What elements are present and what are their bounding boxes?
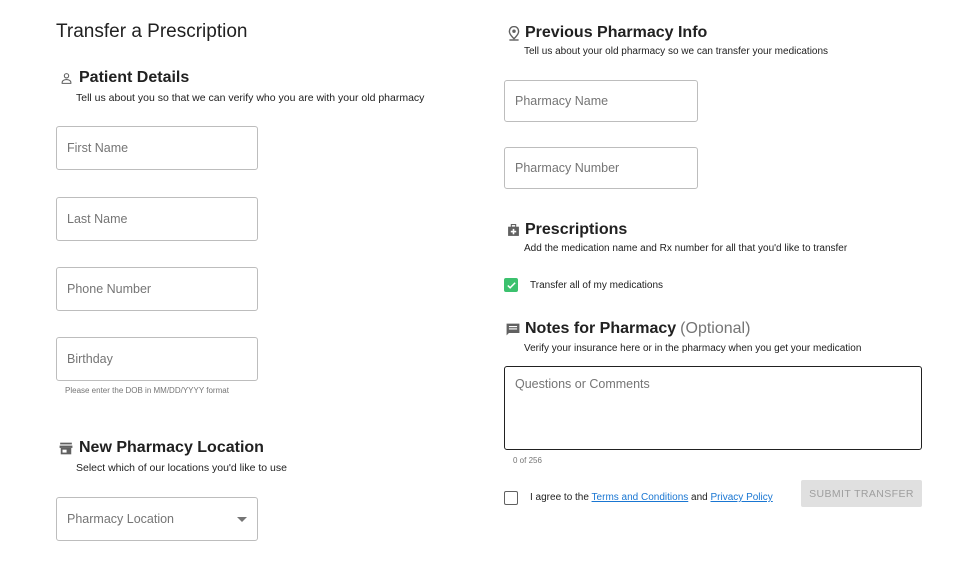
agree-prefix-text: I agree to the	[530, 492, 589, 503]
first-name-field[interactable]	[56, 126, 258, 170]
notes-char-counter: 0 of 256	[513, 456, 542, 465]
notes-textarea-field[interactable]	[504, 366, 922, 450]
birthday-input[interactable]	[57, 338, 257, 380]
prescriptions-title: Prescriptions	[525, 221, 628, 238]
new-pharmacy-header	[58, 439, 264, 457]
page-title: Transfer a Prescription	[56, 21, 248, 42]
submit-transfer-button[interactable]: SUBMIT TRANSFER	[801, 480, 922, 507]
agree-terms-checkbox[interactable]	[504, 491, 518, 505]
pharmacy-number-field[interactable]	[504, 147, 698, 189]
location-pin-icon	[507, 25, 521, 41]
phone-number-field[interactable]	[56, 267, 258, 311]
pharmacy-name-field[interactable]	[504, 80, 698, 122]
previous-pharmacy-subtitle: Tell us about your old pharmacy so we can transfer your medications	[524, 46, 829, 57]
pharmacy-number-input[interactable]	[505, 148, 697, 188]
phone-number-input[interactable]	[57, 268, 257, 310]
previous-pharmacy-title: Previous Pharmacy Info	[525, 24, 708, 41]
person-icon	[58, 70, 74, 86]
last-name-input[interactable]	[57, 198, 257, 240]
last-name-field[interactable]	[56, 197, 258, 241]
notes-title: Notes for Pharmacy	[525, 320, 677, 337]
pharmacy-name-input[interactable]	[505, 81, 697, 121]
patient-details-title: Patient Details	[79, 69, 190, 86]
notes-header	[506, 320, 750, 338]
chevron-down-icon	[237, 517, 247, 522]
prescriptions-header	[506, 221, 627, 239]
new-pharmacy-subtitle: Select which of our locations you'd like to use	[76, 462, 287, 474]
terms-link[interactable]: Terms and Conditions	[591, 492, 689, 503]
transfer-all-checkbox[interactable]	[504, 278, 518, 292]
message-icon	[506, 321, 520, 337]
new-pharmacy-title: New Pharmacy Location	[79, 439, 264, 456]
first-name-input[interactable]	[57, 127, 257, 169]
agree-and-text: and	[691, 492, 708, 503]
notes-textarea[interactable]	[505, 367, 921, 449]
pharmacy-location-select[interactable]	[56, 497, 258, 541]
transfer-all-label: Transfer all of my medications	[530, 280, 664, 291]
notes-subtitle: Verify your insurance here or in the pharmacy when you get your medication	[524, 343, 862, 354]
previous-pharmacy-header	[507, 24, 707, 42]
agree-terms-label	[530, 492, 773, 503]
medical-bag-icon	[506, 222, 520, 238]
prescriptions-subtitle: Add the medication name and Rx number for all that you'd like to transfer	[524, 243, 848, 254]
patient-details-header	[58, 69, 189, 87]
patient-details-subtitle: Tell us about you so that we can verify who you are with your old pharmacy	[76, 92, 425, 104]
notes-optional-label: (Optional)	[680, 320, 751, 337]
privacy-link[interactable]: Privacy Policy	[710, 492, 773, 503]
store-icon	[58, 440, 74, 456]
birthday-helper-text: Please enter the DOB in MM/DD/YYYY format	[65, 386, 229, 395]
birthday-field[interactable]	[56, 337, 258, 381]
pharmacy-location-label: Pharmacy Location	[67, 512, 175, 526]
checkmark-icon	[506, 280, 517, 291]
